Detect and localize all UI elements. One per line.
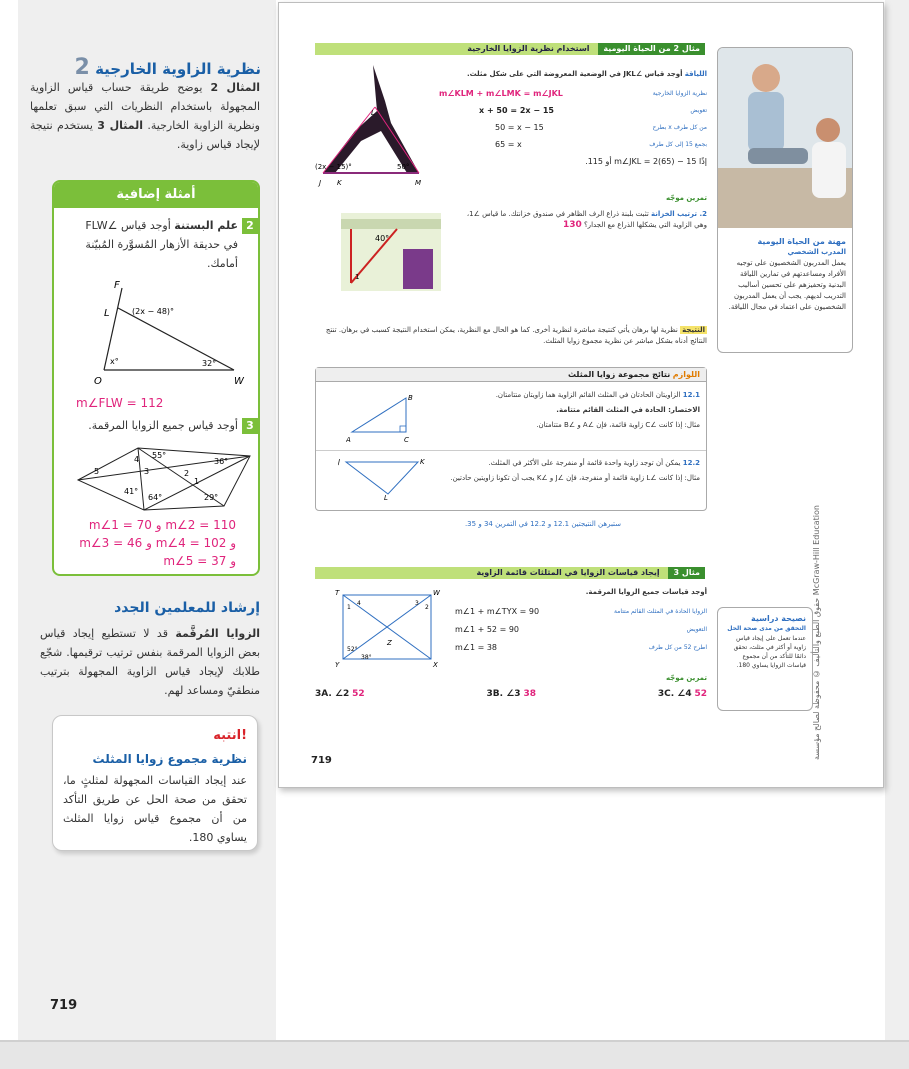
corollary-12-2-number: 12.2 <box>682 459 700 467</box>
step-2-reason: تعويض <box>690 107 707 114</box>
teacher-guide-bold: الزوايا المُرقَّمة <box>175 627 260 640</box>
tri-label-j: J <box>338 458 341 466</box>
example-3-answer-1: m∠2 = 110 و m∠1 = 70 <box>88 518 236 532</box>
step-3 <box>439 119 707 136</box>
label-l: L <box>104 308 110 319</box>
corollary-12-2-line <box>426 458 700 469</box>
ex3-step-3-eq: m∠1 = 38 <box>455 643 498 652</box>
corollaries-divider <box>316 450 706 451</box>
teacher-guide-text: قد لا تستطيع إيجاد قياس بعض الزوايا المرقمة بنفس ترتيب ترقيمها. شجّع طلابك لإيجاد قياس الزاوية المجهولة بترتيب منطقيّ ومساعد لهم. <box>40 627 260 697</box>
step-1-eq: m∠KLM + m∠LMK = m∠JKL <box>439 89 563 98</box>
garden-triangle-diagram <box>84 278 260 390</box>
guided-3b <box>487 689 536 699</box>
fitness-question <box>439 69 707 80</box>
section-title-text: نظرية الزاوية الخارجية <box>95 60 261 78</box>
solution-steps <box>439 85 707 170</box>
step-5: إذًا m∠JKL = 2(65) − 15 أو 115. <box>585 157 707 166</box>
angle-label-x: x° <box>110 357 119 366</box>
warning-box <box>52 715 258 851</box>
example-2-bold: علم البستنة <box>174 219 238 232</box>
guided-3a-label: 3A. ∠2 <box>315 689 350 699</box>
right-margin <box>885 0 909 1040</box>
corollary-12-1-line <box>426 390 700 401</box>
step-4 <box>439 136 707 153</box>
ang-label-1: 1 <box>347 604 351 611</box>
guided-3c <box>658 689 707 699</box>
career-label: مهنة من الحياة اليومية <box>757 237 846 246</box>
extra-examples-header: أمثلة إضافية <box>54 182 258 208</box>
label-o: O <box>94 376 102 387</box>
ang-2: 2 <box>184 469 190 478</box>
ang-label-3: 3 <box>415 600 419 607</box>
example-2-ref: المثال 2 <box>210 81 260 94</box>
tri-label-k: K <box>420 458 425 466</box>
shelf-board <box>341 219 441 229</box>
step-1 <box>439 85 707 102</box>
extra-examples-box <box>52 180 260 576</box>
label-x: X <box>433 661 438 667</box>
bottom-band <box>0 1040 909 1069</box>
example-3-number: 3 <box>242 418 258 434</box>
triangle-abc <box>352 398 406 432</box>
ang-1: 1 <box>194 477 200 486</box>
fitness-question-text: أوجد قياس ∠JKL في الوضعية المعروضة التي على شكل مثلث. <box>466 70 683 78</box>
shelf-cloth <box>403 249 433 289</box>
yoga-pose-diagram <box>315 61 431 191</box>
angle-label-2x-48: (2x − 48)° <box>132 307 175 316</box>
example-2-number: 2 <box>242 218 258 234</box>
step-2 <box>439 102 707 119</box>
numbered-angles-diagram <box>74 444 260 514</box>
corollary-12-1-abbr: الاختصار: الحادة في المثلث القائم متتامة. <box>556 406 700 414</box>
ang-label-2: 2 <box>425 604 429 611</box>
study-tip-title: نصيحة دراسية <box>751 614 806 623</box>
section-body <box>30 78 260 154</box>
shelf-question <box>463 209 707 231</box>
example-3-answer-3: و m∠5 = 37 <box>163 554 236 568</box>
example-3-ref: المثال 3 <box>97 119 144 132</box>
warning-title: انتبه! <box>213 728 247 743</box>
example-3-bar-title: إيجاد قياسات الزوايا في المثلثات قائمة الزاوية <box>476 568 660 577</box>
warning-body: عند إيجاد القياسات المجهولة لمثلثٍ ما، تحقق من صحة الحل عن طريق التأكد من أن مجموع قياس زوايا المثلث يساوي 180. <box>63 774 247 844</box>
example-2-bar <box>315 43 705 55</box>
ang-5: 5 <box>94 467 100 476</box>
guided-3a <box>315 689 365 699</box>
career-box <box>717 47 853 353</box>
corollary-12-1-example: مثال: إذا كانت ∠C زاوية قائمة، فإن ∠A و ∠B متتامتان. <box>536 421 700 429</box>
right-triangles-diagram <box>335 587 443 667</box>
ang-29: 29° <box>204 493 219 502</box>
example-2-bar-title: استخدام نظرية الزوايا الخارجية <box>467 44 590 53</box>
trainer-photo <box>718 48 853 228</box>
ex3-step-2-eq: m∠1 + 52 = 90 <box>455 625 519 634</box>
section-number: 2 <box>74 55 90 80</box>
triangle-right-side <box>118 308 234 370</box>
teacher-guide-body <box>40 624 260 700</box>
corollaries-title: نتائج مجموعة زوايا المثلث <box>567 370 671 379</box>
section-body-1: يوضح طريقة حساب قياس الزاوية المجهولة باستخدام النظريات التي سبق تعلمها ونظرية الزاوية الخارجية. <box>30 81 260 132</box>
label-t: T <box>335 589 340 597</box>
fitness-label: اللياقة <box>684 70 707 78</box>
career-subtitle: المدرب الشخصي <box>787 248 846 256</box>
trainee-legs <box>748 148 808 164</box>
ang-4: 4 <box>134 455 140 464</box>
ang-41: 41° <box>124 487 139 496</box>
guided-practice-3: تمرين موجّه <box>665 674 707 682</box>
ang-36: 36° <box>214 457 229 466</box>
corollary-12-2-example: مثال: إذا كانت ∠L زاوية قائمة أو منفرجة، فإن ∠J و ∠K يجب أن تكونا زاويتين حادتين. <box>450 474 700 482</box>
example-3-tag: مثال 3 <box>668 567 705 579</box>
section-body-2: يستخدم نتيجة لإيجاد قياس زاوية. <box>30 119 260 151</box>
yoga-label-m: M <box>415 179 422 187</box>
label-y: Y <box>335 661 340 667</box>
yoga-label-k: K <box>337 179 342 187</box>
example-3-answer-2: و m∠4 = 102 و m∠3 = 46 <box>79 536 236 550</box>
example-3-steps <box>455 603 707 657</box>
guided-3c-label: 3C. ∠4 <box>657 689 692 699</box>
ang-label-4: 4 <box>357 600 361 607</box>
ex3-step-1 <box>455 603 707 621</box>
yoga-angle-2x-15: (2x − 15)° <box>315 163 352 171</box>
shelf-answer: 130 <box>562 220 582 230</box>
result-body: نظرية لها برهان يأتي كنتيجة مباشرة لنظرية أخرى. كما هو الحال مع النظرية، يمكن استخدام النتيجة كسبب في برهان. تنتج النتائج أدناه بشكل مباشر عن نظرية مجموع زوايا المثلث. <box>325 326 707 345</box>
career-text <box>718 232 852 317</box>
corollary-12-1-number: 12.1 <box>682 391 700 399</box>
shelf-question-bold: 2. ترتيب الخزانة <box>651 210 707 218</box>
example-2-answer: m∠FLW = 112 <box>76 396 164 410</box>
ang-55: 55° <box>152 451 167 460</box>
step-4-eq: 65 = x <box>495 140 522 149</box>
trainee-head <box>752 64 780 92</box>
tri-label-l: L <box>384 494 388 500</box>
guided-3b-answer: 38 <box>523 689 536 699</box>
right-triangle-abc <box>346 392 416 442</box>
angle-label-32: 32° <box>202 359 217 368</box>
career-body: يعمل المدربون الشخصيون على توجيه الأفراد ومساعدتهم في تمارين اللياقة البدنية وتحفيزهم على تحسين أساليب التدريب لديهم. يجب أن يعمل المدربون الشخصيون على اعتماد في مجال اللياقة. <box>728 259 846 311</box>
shelf-question-text: تثبت بلبنة ذراع الرف الظاهر في صندوق خزانتك. ما قياس ∠1، وهي الزاوية التي يشكلها الذراع مع الجدار؟ <box>466 210 707 229</box>
tri-label-a: A <box>346 436 351 442</box>
example-2-tag: مثال 2 من الحياة اليومية <box>598 43 705 55</box>
label-f: F <box>114 280 120 291</box>
ex3-step-3-reason: اطرح 52 من كل طرف <box>648 644 707 651</box>
ex3-step-1-eq: m∠1 + m∠TYX = 90 <box>455 607 540 616</box>
yoga-angle-50: 50° <box>397 163 410 171</box>
triangle-jkl-shape <box>346 462 418 494</box>
corollaries-bar: اللوازم <box>672 370 700 379</box>
example-2-question: أوجد قياس ∠FLW في حديقة الأزهار المُسوَّرة المُبيّنة أمامك. <box>85 219 238 270</box>
example-3-question: أوجد قياس جميع الزوايا المرقمة. <box>88 419 238 432</box>
section-title <box>25 55 261 80</box>
study-tip-subtitle: التحقق من مدى صحة الحل <box>727 625 806 632</box>
example-2-text <box>68 216 238 273</box>
example-3-question: أوجد قياسات جميع الزوايا المرقمة. <box>585 588 707 596</box>
ex3-step-1-reason: الزوايا الحادة في المثلث القائم متتامة <box>613 608 707 615</box>
triangle-jkl <box>338 456 428 500</box>
corollaries-box <box>315 367 707 511</box>
proof-note: ستبرهن النتيجتين 12.1 و 12.2 في التمرين 34 و 35. <box>464 520 622 528</box>
step-4-reason: بجمع 15 إلى كل طرف <box>649 141 707 148</box>
trainer-body <box>812 142 846 198</box>
right-angle-mark <box>400 426 406 432</box>
guided-3c-answer: 52 <box>694 689 707 699</box>
shelf-angle-40: 40° <box>375 234 390 243</box>
trainee-body <box>748 92 784 152</box>
yoga-label-l: L <box>371 109 375 117</box>
label-z: Z <box>387 639 392 647</box>
guided-answers <box>315 689 707 699</box>
warning-subtitle: نظرية مجموع زوايا المثلث <box>92 752 247 766</box>
corollary-12-1 <box>426 390 700 431</box>
corollary-12-2 <box>426 458 700 484</box>
tri-label-c: C <box>404 436 409 442</box>
guided-practice-1: تمرين موجّه <box>665 194 707 202</box>
shelf-diagram <box>341 213 441 291</box>
student-page <box>278 2 884 788</box>
corollary-definition <box>315 325 707 347</box>
result-label: النتيجة <box>682 326 705 334</box>
corollary-12-1-text: الزاويتان الحادتان في المثلث القائم الزاوية هما زاويتان متتامتان. <box>495 391 681 399</box>
corollary-12-2-text: يمكن أن توجد زاوية واحدة قائمة أو منفرجة على الأكثر في المثلث. <box>488 459 681 467</box>
guided-3a-answer: 52 <box>352 689 365 699</box>
step-1-reason: نظرية الزوايا الخارجية <box>652 90 707 97</box>
step-2-eq: x + 50 = 2x − 15 <box>479 106 554 115</box>
trainer-head <box>816 118 840 142</box>
copyright-vertical: حقوق الطبع والتأليف © محفوظة لصالح مؤسسة McGraw-Hill Education <box>812 505 821 760</box>
teacher-guide-title: إرشاد للمعلمين الجدد <box>114 600 260 616</box>
tri-label-b: B <box>408 394 413 402</box>
label-w: W <box>234 376 244 387</box>
study-tip-box <box>717 607 813 711</box>
ang-label-38: 38° <box>361 654 372 661</box>
step-3-eq: 50 = x − 15 <box>495 123 544 132</box>
guided-3b-label: 3B. ∠3 <box>486 689 521 699</box>
study-tip-body: عندما تعمل على إيجاد قياس زاوية أو أكثر في مثلث، تحقق دائمًا للتأكد من أن مجموع قياسات الزوايا يساوي 180. <box>733 635 806 669</box>
ang-3: 3 <box>144 467 150 476</box>
page-number-inner: 719 <box>311 755 332 766</box>
ex3-step-2 <box>455 621 707 639</box>
step-3-reason: بطرح x من كل طرف <box>652 124 707 131</box>
yoga-label-j: J <box>319 179 322 187</box>
ex3-step-2-reason: التعويض <box>686 626 707 633</box>
example-3-bar <box>315 567 705 579</box>
ang-label-52: 52° <box>347 646 358 653</box>
ex3-step-3 <box>455 639 707 657</box>
corollaries-header <box>316 368 706 382</box>
ang-64: 64° <box>148 493 163 502</box>
page-number-left: 719 <box>50 998 78 1013</box>
shelf-angle-1: 1 <box>355 273 360 281</box>
label-w2: W <box>433 589 440 597</box>
